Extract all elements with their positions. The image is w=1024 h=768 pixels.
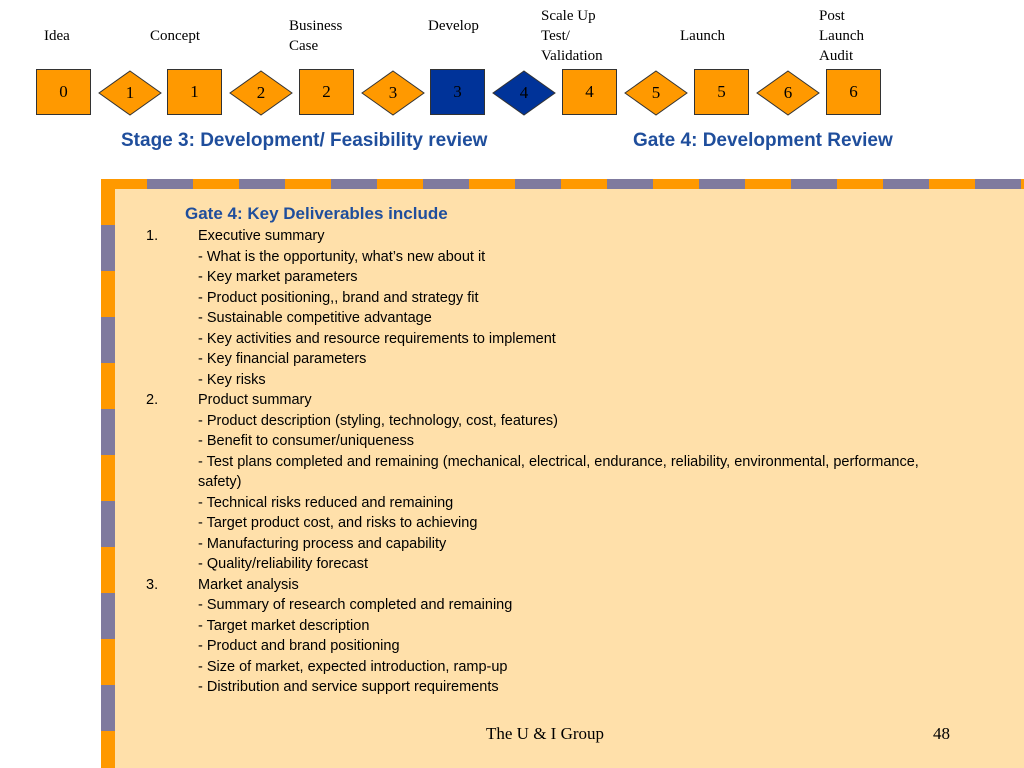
- sub-item: - Quality/reliability forecast: [198, 556, 369, 572]
- sub-item: - What is the opportunity, what’s new about it: [198, 248, 486, 265]
- gate-label-2: 2: [256, 83, 266, 102]
- stage-box-2: 2: [299, 69, 354, 115]
- stage-box-6: 6: [826, 69, 881, 115]
- sub-item: - Product description (styling, technology, cost, features): [198, 412, 558, 429]
- deliverables-title: Gate 4: Key Deliverables include: [185, 204, 448, 223]
- stage-label-develop: Develop: [428, 18, 479, 34]
- gate-label-4: 4: [519, 83, 529, 102]
- sub-item: - Distribution and service support requirements: [198, 679, 499, 695]
- deliverable-item-3: [146, 575, 946, 596]
- sub-item: - Key market parameters: [198, 269, 358, 285]
- stage-label-idea: Idea: [44, 28, 70, 44]
- stage-label-concept: Concept: [150, 28, 200, 44]
- page-number: 48: [933, 724, 950, 743]
- gate-diamond-1: [97, 70, 163, 116]
- panel-border-left: [101, 179, 115, 768]
- stage-label-scale-up: Scale Up Test/ Validation: [541, 8, 603, 64]
- sub-item: - Benefit to consumer/uniqueness: [198, 433, 415, 449]
- stage-box-0: 0: [36, 69, 91, 115]
- sub-item: - Product positioning,, brand and strategy fit: [198, 289, 479, 306]
- gate-diamond-4-active: [491, 70, 557, 116]
- stage-box-5: 5: [694, 69, 749, 115]
- sub-item: - Manufacturing process and capability: [198, 535, 447, 552]
- sub-item: - Size of market, expected introduction, ramp-up: [198, 658, 508, 675]
- stage-label-post-launch-audit: Post Launch Audit: [819, 8, 864, 64]
- sub-item: - Test plans completed and remaining (mechanical, electrical, endurance, reliability, environmental, performance, safety): [198, 453, 919, 490]
- stage-label-business-case: Business Case: [289, 18, 343, 54]
- gate-heading: Gate 4: Development Review: [633, 130, 893, 151]
- sub-item: - Summary of research completed and remaining: [198, 597, 513, 613]
- sub-item: - Target market description: [198, 617, 370, 634]
- gate-diamond-6: [755, 70, 821, 116]
- gate-label-6: 6: [783, 83, 793, 102]
- sub-item: - Target product cost, and risks to achieving: [198, 515, 478, 531]
- gate-diamond-5: [623, 70, 689, 116]
- footer-company: The U & I Group: [486, 724, 605, 743]
- item-number: 2.: [146, 392, 159, 408]
- item-number: 3.: [146, 576, 159, 593]
- item-title: Market analysis: [198, 576, 299, 593]
- panel-border-top: [101, 179, 1024, 189]
- gate-label-5: 5: [651, 83, 661, 102]
- gate-diamond-3: [360, 70, 426, 116]
- item-title: Executive summary: [198, 228, 325, 244]
- item-number: 1.: [146, 228, 159, 244]
- stage-box-4: 4: [562, 69, 617, 115]
- deliverable-item-2: [146, 390, 946, 411]
- stage-box-3-active: 3: [430, 69, 485, 115]
- sub-item: - Technical risks reduced and remaining: [198, 494, 454, 511]
- gate-diamond-2: [228, 70, 294, 116]
- sub-item: - Key activities and resource requirements to implement: [198, 330, 556, 347]
- gate-label-1: 1: [125, 83, 135, 102]
- stage-box-1: 1: [167, 69, 222, 115]
- item-title: Product summary: [198, 392, 312, 408]
- gate-label-3: 3: [388, 83, 398, 102]
- stage-label-launch: Launch: [680, 28, 725, 44]
- deliverables-list: [146, 226, 946, 698]
- deliverable-item-1: [146, 226, 946, 247]
- sub-item: - Sustainable competitive advantage: [198, 310, 432, 326]
- sub-item: - Product and brand positioning: [198, 638, 400, 654]
- stage-heading: Stage 3: Development/ Feasibility review: [121, 130, 488, 151]
- sub-item: - Key risks: [198, 371, 266, 388]
- sub-item: - Key financial parameters: [198, 351, 367, 367]
